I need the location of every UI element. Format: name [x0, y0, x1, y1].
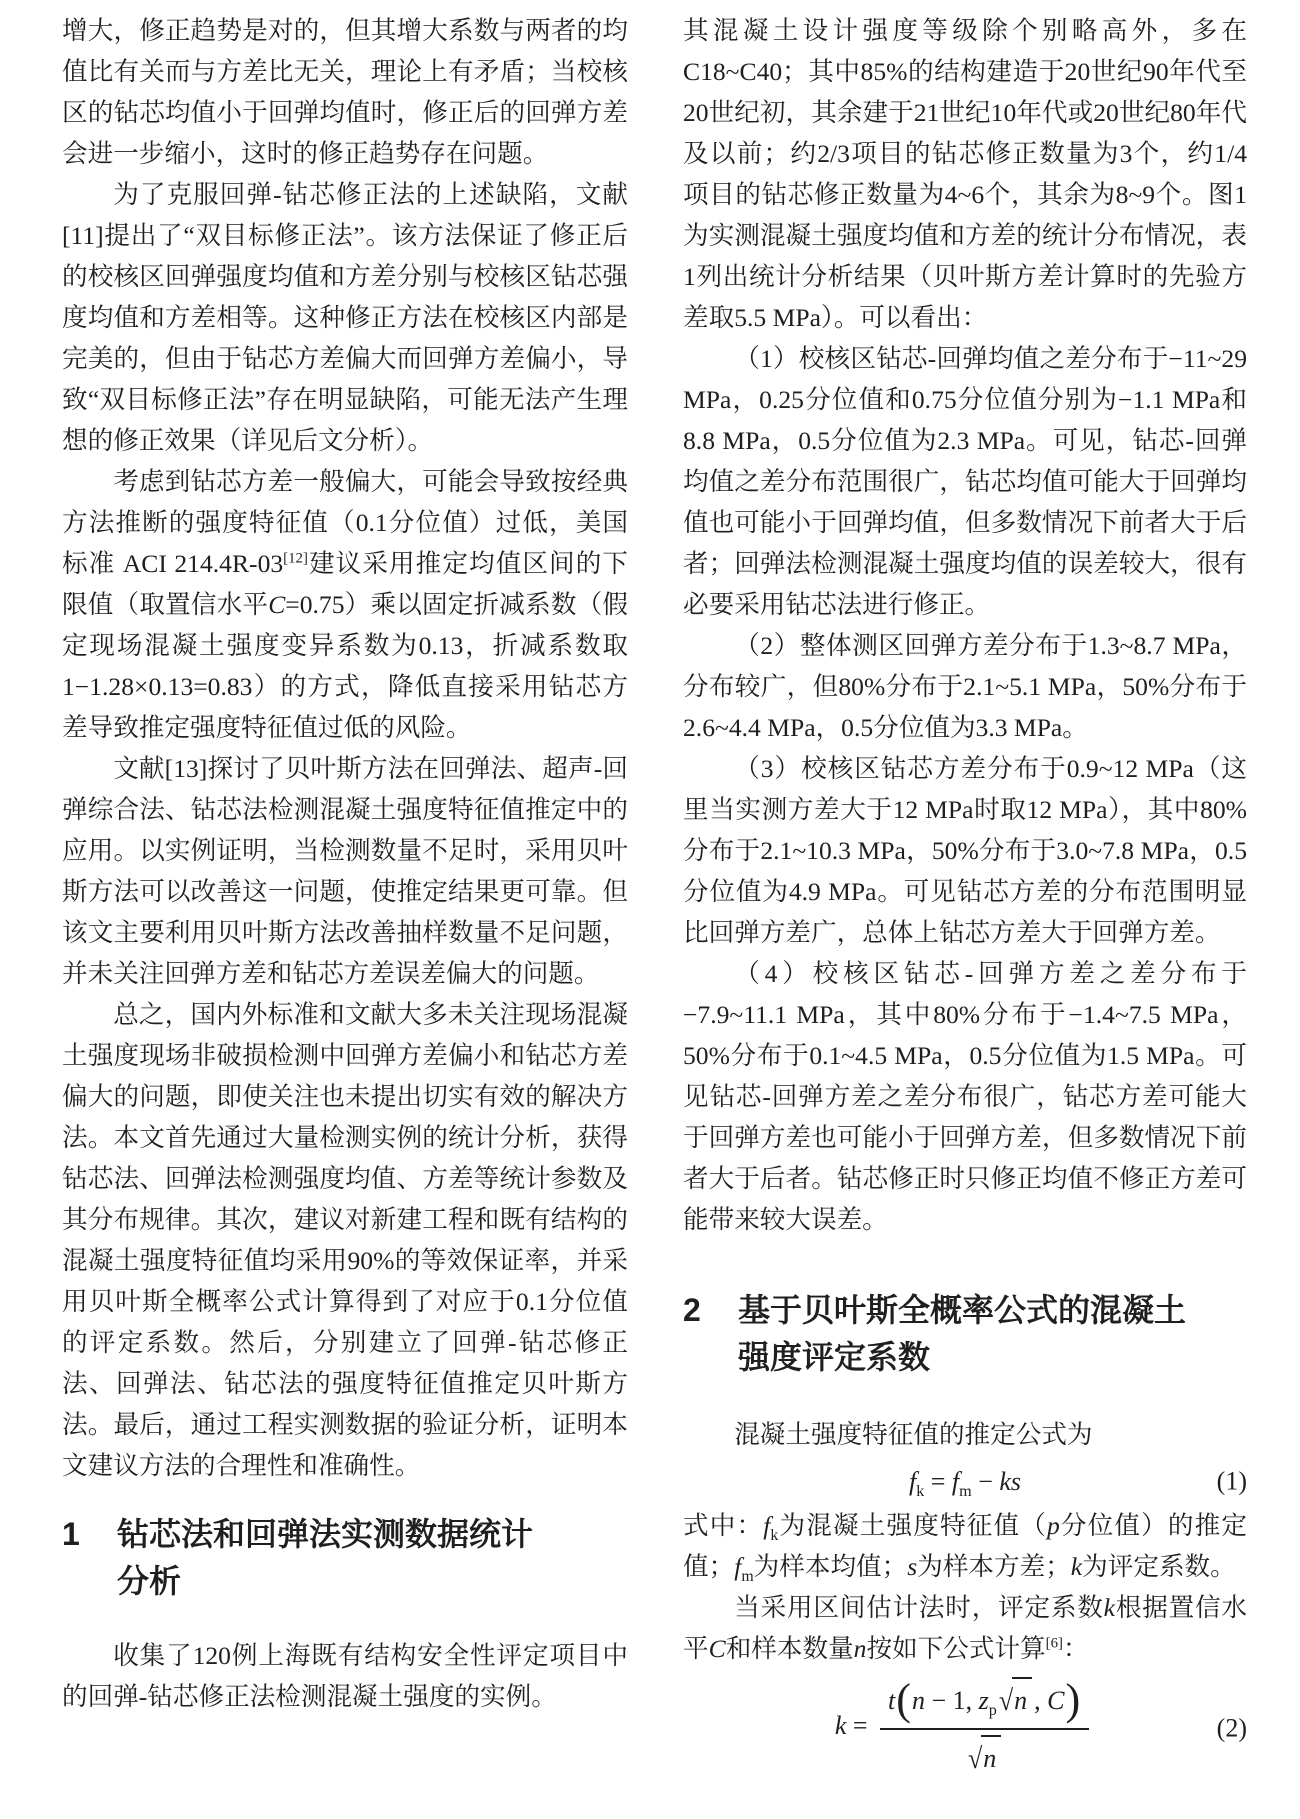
right-column [683, 10, 1247, 1779]
paragraph-summary: 总之，国内外标准和文献大多未关注现场混凝土强度现场非破损检测中回弹方差偏小和钻芯方差偏大的问题，即使关注也未提出切实有效的解决方法。本文首先通过大量检测实例的统计分析，获得钻芯法、回弹法检测强度均值、方差等统计参数及其分布规律。其次，建议对新建工程和既有结构的混凝土强度特征值均采用90%的等效保证率，并采用贝叶斯全概率公式计算得到了对应于0.1分位值的评定系数。然后，分别建立了回弹-钻芯修正法、回弹法、钻芯法的强度特征值推定贝叶斯方法。最后，通过工程实测数据的验证分析，证明本文建议方法的合理性和准确性。 [62, 1000, 628, 1480]
equation-2-denominator: √n [966, 1730, 1003, 1779]
list-item-4: （4）校核区钻芯-回弹方差之差分布于−7.9~11.1 MPa，其中80%分布于−1.4~7.5 MPa，50%分布于0.1~4.5 MPa，0.5分位值为1.5 MPa。可见钻芯-回弹方差之差分布很广，钻芯方差可能大于回弹方差也可能小于回弹方差，但多数情况下前者大于后者。钻芯修正时只修正均值不修正方差可能带来较大误差。 [683, 959, 1247, 1234]
equation-1-number: (1) [1216, 1466, 1247, 1496]
equation-2-body [835, 1677, 1095, 1779]
paragraph-formula-intro: 混凝土强度特征值的推定公式为 [734, 1420, 1093, 1449]
section-2-heading [683, 1287, 1247, 1381]
equation-1-body: $f_k = f_m$ − ks [908, 1466, 1022, 1500]
equation-2-lhs: k = [834, 1710, 875, 1740]
paragraph-ref13-bayesian: 文献[13]探讨了贝叶斯方法在回弹法、超声-回弹综合法、钻芯法检测混凝土强度特征值推定中的应用。以实例证明，当检测数量不足时，采用贝叶斯方法可以改善这一问题，使推定结果更可靠。但该文主要利用贝叶斯方法改善抽样数量不足问题，并未关注回弹方差和钻芯方差误差偏大的问题。 [62, 754, 628, 988]
left-column [62, 10, 628, 1717]
equation-2 [683, 1677, 1247, 1779]
list-item-3: （3）校核区钻芯方差分布于0.9~12 MPa（这里当实测方差大于12 MPa时取12 MPa），其中80%分布于2.1~10.3 MPa，50%分布于3.0~7.8 MPa，0.5分位值为4.9 MPa。可见钻芯方差的分布范围明显比回弹方差广，总体上钻芯方差大于回弹方差。 [683, 754, 1247, 947]
paragraph-aci-standard: 考虑到钻芯方差一般偏大，可能会导致按经典方法推断的强度特征值（0.1分位值）过低，美国标准 ACI 214.4R-03[12]建议采用推定均值区间的下限值（取置信水平C=0.75）乘以固定折减系数（假定现场混凝土强度变异系数为0.13，折减系数取1−1.28×0.13=0.83）的方式，降低直接采用钻芯方差导致推定强度特征值过低的风险。 [62, 467, 628, 742]
list-item-2: （2）整体测区回弹方差分布于1.3~8.7 MPa，分布较广，但80%分布于2.1~5.1 MPa，50%分布于2.6~4.4 MPa，0.5分位值为3.3 MPa。 [683, 631, 1247, 742]
section-1-number: 1 [62, 1516, 80, 1552]
list-item-1: （1）校核区钻芯-回弹均值之差分布于−11~29 MPa，0.25分位值和0.75分位值分别为−1.1 MPa和8.8 MPa，0.5分位值为2.3 MPa。可见，钻芯-回弹均值之差分布范围很广，钻芯均值可能大于回弹均值也可能小于回弹均值，但多数情况下前者大于后者；回弹法检测混凝土强度均值的误差较大，很有必要采用钻芯法进行修正。 [683, 344, 1247, 619]
equation-2-number: (2) [1216, 1713, 1247, 1743]
equation-2-numerator: t(n − 1, $z_p√n$ , C) [880, 1677, 1089, 1730]
paragraph-collected-cases: 收集了120例上海既有结构安全性评定项目中的回弹-钻芯修正法检测混凝土强度的实例。 [62, 1641, 628, 1711]
equation-2-fraction [880, 1677, 1089, 1779]
paragraph-double-target-method: 为了克服回弹-钻芯修正法的上述缺陷，文献[11]提出了“双目标修正法”。该方法保证了修正后的校核区回弹强度均值和方差分别与校核区钻芯强度均值和方差相等。这种修正方法在校核区内部是完美的，但由于钻芯方差偏大而回弹方差偏小，导致“双目标修正法”存在明显缺陷，可能无法产生理想的修正效果（详见后文分析）。 [62, 180, 628, 455]
section-1-heading [62, 1511, 628, 1605]
section-2-number: 2 [683, 1292, 701, 1328]
paragraph-formula1-notation: 式中：$f_k$为混凝土强度特征值（p分位值）的推定值；$f_m$为样本均值；s为样本方差；k为评定系数。 [683, 1511, 1247, 1586]
section-2-title: 基于贝叶斯全概率公式的混凝土强度评定系数 [738, 1292, 1187, 1375]
paragraph-correction-trend: 增大，修正趋势是对的，但其增大系数与两者的均值比有关而与方差比无关，理论上有矛盾；当校核区的钻芯均值小于回弹均值时，修正后的回弹方差会进一步缩小，这时的修正趋势存在问题。 [62, 16, 628, 168]
section-1-title: 钻芯法和回弹法实测数据统计分析 [117, 1516, 534, 1599]
equation-1 [683, 1457, 1247, 1505]
paragraph-interval-method: 当采用区间估计法时，评定系数k根据置信水平C和样本数量n按如下公式计算[6]： [683, 1593, 1247, 1663]
paragraph-project-stats: 其混凝土设计强度等级除个别略高外，多在C18~C40；其中85%的结构建造于20世纪90年代至20世纪初，其余建于21世纪10年代或20世纪80年代及以前；约2/3项目的钻芯修正数量为3个，约1/4项目的钻芯修正数量为4~6个，其余为8~9个。图1为实测混凝土强度均值和方差的统计分布情况，表1列出统计分析结果（贝叶斯方差计算时的先验方差取5.5 MPa）。可以看出： [683, 16, 1247, 332]
